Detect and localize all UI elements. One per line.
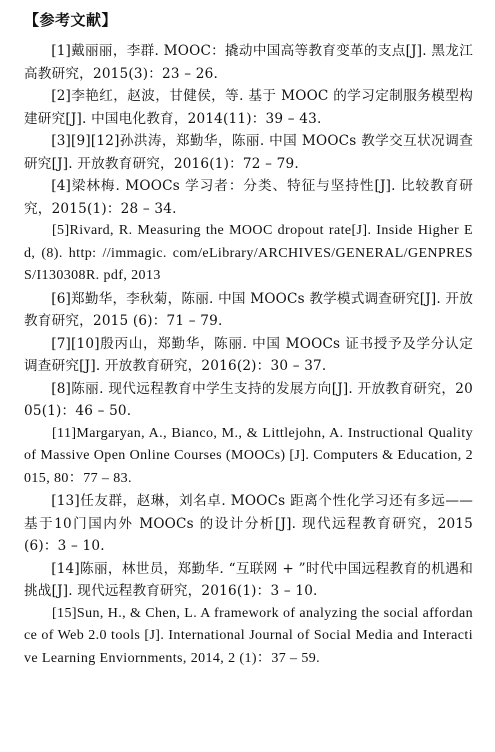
reference-item-15: [15]Sun, H., & Chen, L. A framework of analyzing the social affordance of Web 2.0 tools [J]. International Journal of Social Media and Interactive Learning Enviornments, 2014, 2 (1)：37 – 59. xyxy=(24,605,473,666)
reference-item-1: [1]戴丽丽，李群. MOOC：撬动中国高等教育变革的支点[J]. 黑龙江高教研究，2015(3)：23 – 26. xyxy=(24,43,473,82)
reference-item-14: [14]陈丽，林世员，郑勤华. “互联网 + ”时代中国远程教育的机遇和挑战[J]. 现代远程教育研究，2016(1)：3 – 10. xyxy=(24,560,473,599)
reference-item-7-10: [7][10]殷丙山，郑勤华，陈丽. 中国 MOOCs 证书授予及学分认定调查研究[J]. 开放教育研究，2016(2)：30 – 37. xyxy=(24,335,473,374)
reference-item-5: [5]Rivard, R. Measuring the MOOC dropout rate[J]. Inside Higher Ed, (8). http: //immagic. com/eLibrary/ARCHIVES/GENERAL/GENPRESS/I130308R. pdf, 2013 xyxy=(24,223,473,283)
references-heading: 【参考文献】 xyxy=(24,11,118,29)
reference-item-11: [11]Margaryan, A., Bianco, M., & Littlejohn, A. Instructional Quality of Massive Open Online Courses (MOOCs) [J]. Computers & Education, 2015, 80：77 – 83. xyxy=(24,425,473,486)
reference-item-4: [4]梁林梅. MOOCs 学习者：分类、特征与坚持性[J]. 比较教育研究，2015(1)：28 – 34. xyxy=(24,178,473,217)
reference-item-3-9-12: [3][9][12]孙洪涛，郑勤华，陈丽. 中国 MOOCs 教学交互状况调查研究[J]. 开放教育研究，2016(1)：72 – 79. xyxy=(24,133,473,172)
reference-list xyxy=(24,40,473,670)
reference-item-8: [8]陈丽. 现代远程教育中学生支持的发展方向[J]. 开放教育研究，2005(1)：46 – 50. xyxy=(24,380,473,419)
reference-item-2: [2]李艳红，赵波，甘健侯，等. 基于 MOOC 的学习定制服务模型构建研究[J]. 中国电化教育，2014(11)：39 – 43. xyxy=(24,88,473,127)
reference-item-13: [13]任友群，赵琳，刘名卓. MOOCs 距离个性化学习还有多远——基于10门国内外 MOOCs 的设计分析[J]. 现代远程教育研究，2015(6)：3 – 10. xyxy=(24,493,473,554)
reference-item-6: [6]郑勤华，李秋菊，陈丽. 中国 MOOCs 教学模式调查研究[J]. 开放教育研究，2015 (6)：71 – 79. xyxy=(24,290,473,329)
